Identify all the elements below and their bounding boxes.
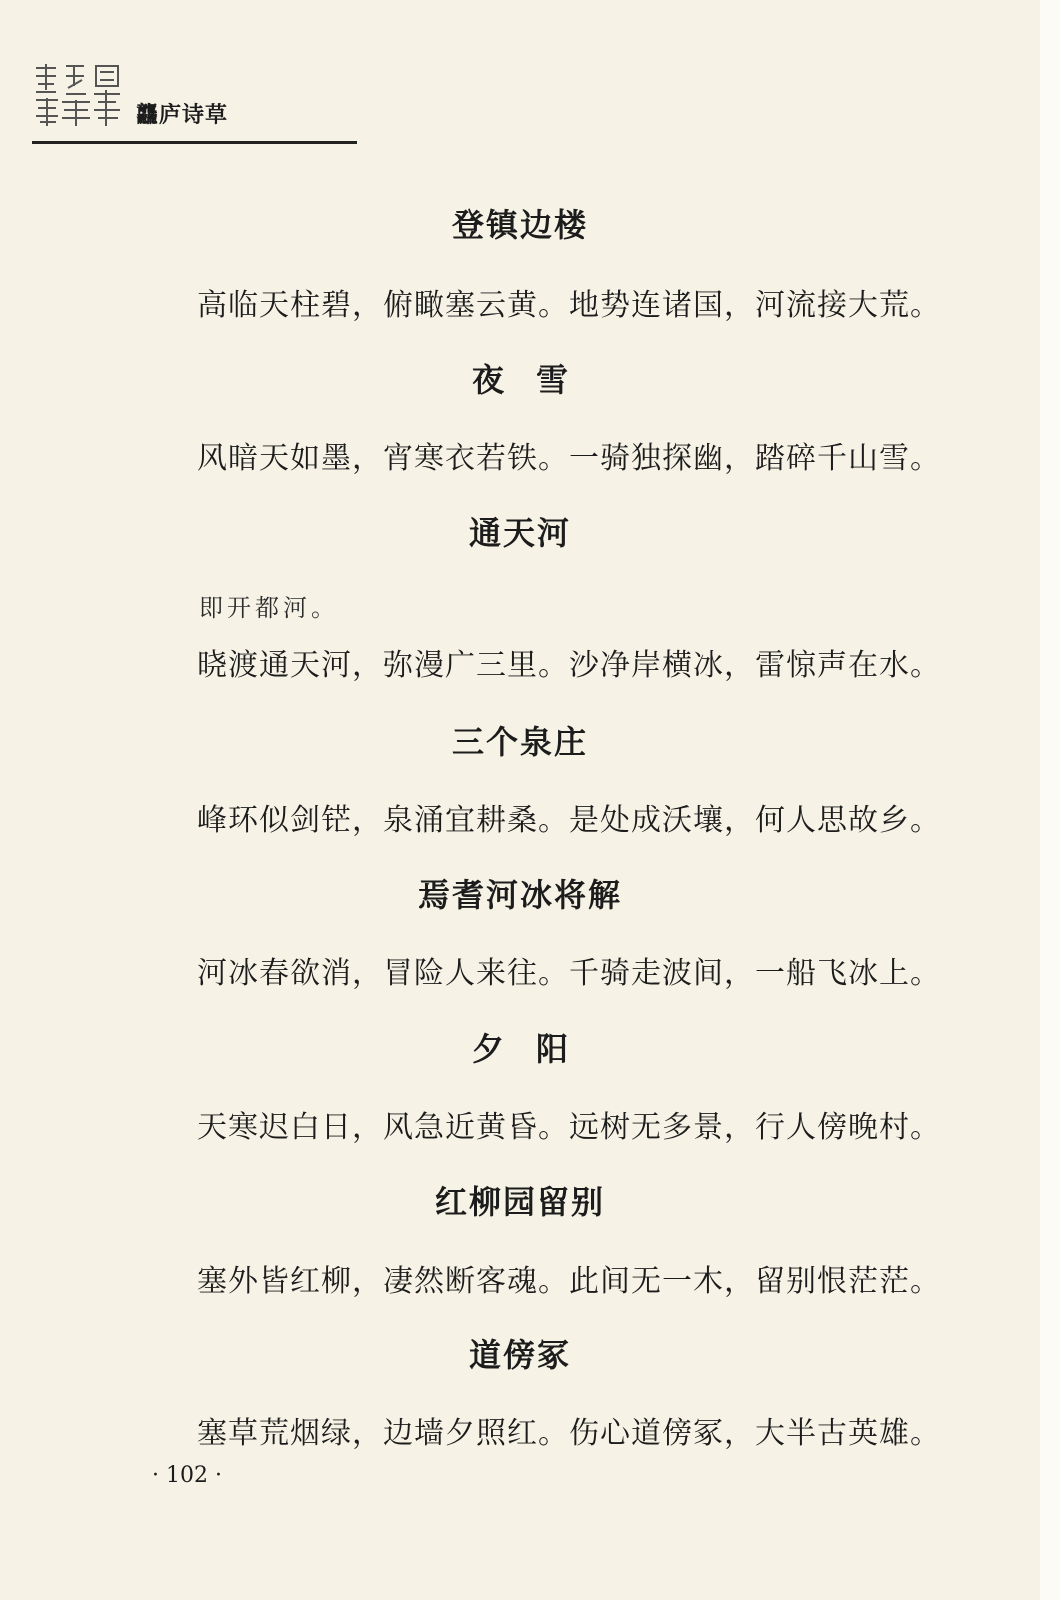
seal-logo-icon: [32, 60, 124, 128]
poem-title: 登镇边楼: [451, 206, 588, 244]
poem-verse: 塞草荒烟绿，边墙夕照红。伤心道傍冢，大半古英雄。: [197, 1416, 941, 1451]
poem-verse: 天寒迟白日，风急近黄昏。远树无多景，行人傍晚村。: [197, 1110, 941, 1145]
poem-verse: 高临天柱碧，俯瞰塞云黄。地势连诸国，河流接大荒。: [197, 288, 941, 323]
poem-verse: 峰环似剑铓，泉涌宜耕桑。是处成沃壤，何人思故乡。: [197, 803, 941, 838]
poem-title: 红柳园留别: [434, 1183, 605, 1221]
poem-note: 即开都河。: [199, 594, 339, 622]
poem-title: 夜 雪: [471, 361, 568, 399]
poem-verse: 风暗天如墨，宵寒衣若铁。一骑独探幽，踏碎千山雪。: [197, 441, 941, 476]
page-edge: [1040, 0, 1060, 1600]
page-number: · 102 ·: [152, 1463, 222, 1488]
poem-title: 通天河: [468, 514, 571, 552]
poem-verse: 河冰春欲消，冒险人来往。千骑走波间，一船飞冰上。: [197, 956, 941, 991]
poem-title: 三个泉庄: [451, 723, 588, 761]
poem-verse: 塞外皆红柳，凄然断客魂。此间无一木，留别恨茫茫。: [197, 1264, 941, 1299]
poem-title: 夕 阳: [471, 1030, 568, 1068]
poem-verse: 晓渡通天河，弥漫广三里。沙净岸横冰，雷惊声在水。: [197, 648, 941, 683]
poem-title: 道傍冢: [468, 1336, 571, 1374]
running-title: 龘庐诗草: [136, 103, 229, 128]
poem-title: 焉耆河冰将解: [417, 876, 622, 914]
header-rule: [32, 141, 357, 144]
